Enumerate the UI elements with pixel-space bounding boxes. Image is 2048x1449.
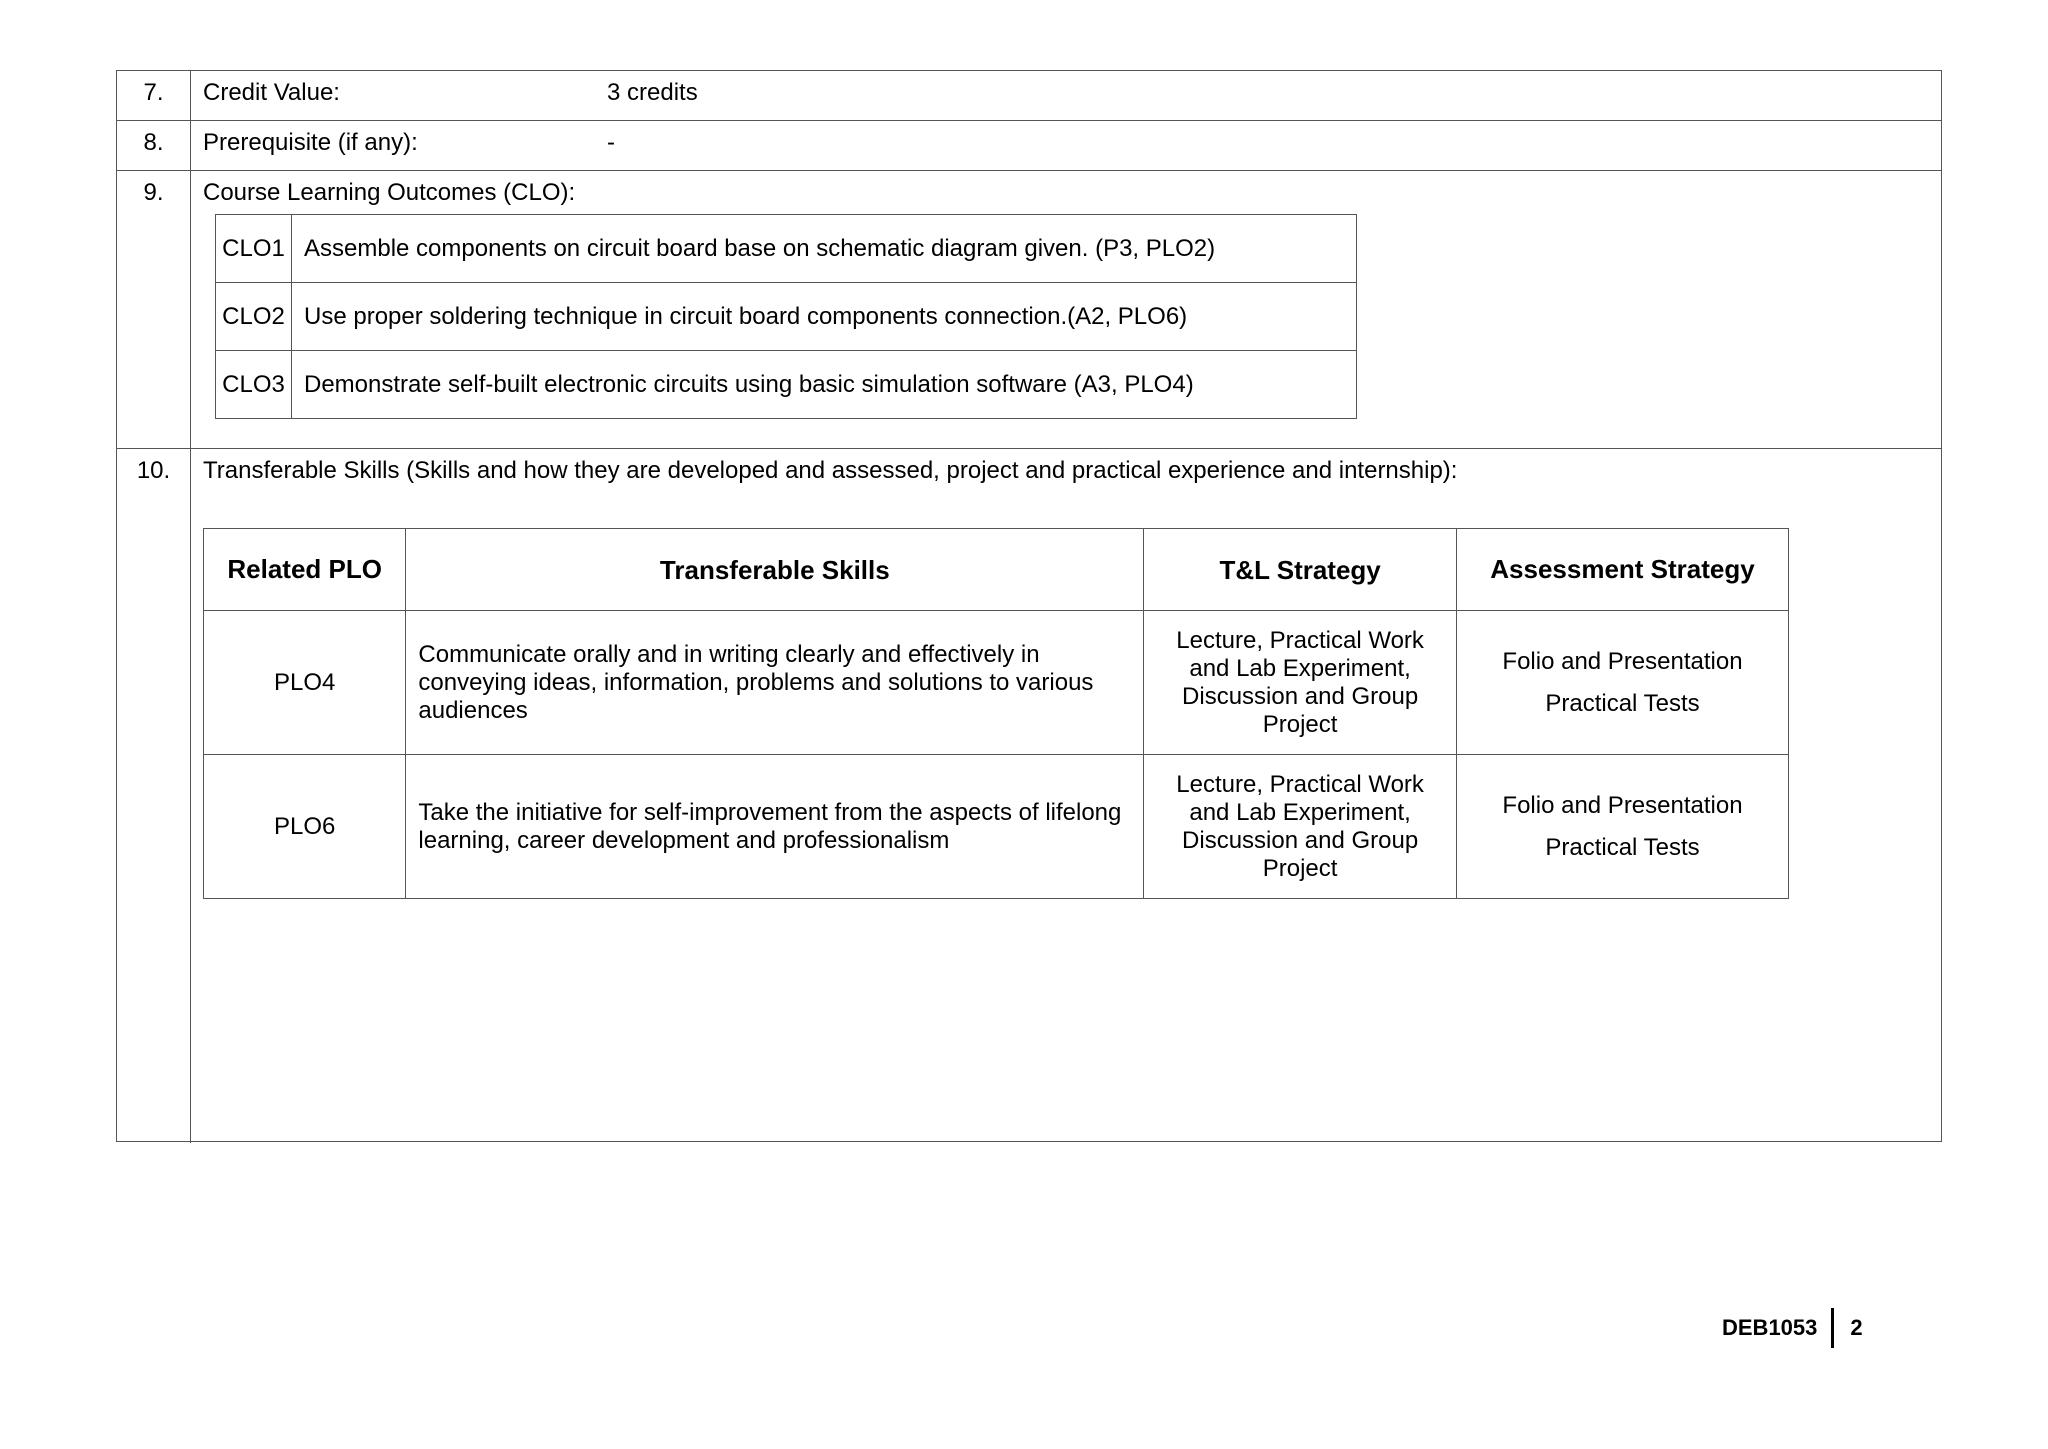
header-related-plo: Related PLO bbox=[204, 529, 406, 611]
row-transferable-skills bbox=[117, 449, 1941, 1143]
row-clo bbox=[117, 171, 1941, 449]
row-label: Transferable Skills (Skills and how they are developed and assessed, project and practical experience and internship): bbox=[203, 457, 1458, 484]
clo-row bbox=[216, 215, 1357, 283]
table-row bbox=[204, 755, 1789, 899]
strategy-cell bbox=[1144, 611, 1457, 755]
page-footer bbox=[1722, 1308, 1863, 1348]
assessment-item: Practical Tests bbox=[1545, 689, 1700, 717]
clo-row bbox=[216, 351, 1357, 419]
clo-code: CLO2 bbox=[216, 283, 292, 351]
clo-text: Assemble components on circuit board base on schematic diagram given. (P3, PLO2) bbox=[292, 215, 1357, 283]
strategy-cell bbox=[1144, 755, 1457, 899]
row-value: - bbox=[607, 129, 615, 156]
header-tl-strategy: T&L Strategy bbox=[1144, 529, 1457, 611]
row-label: Credit Value: bbox=[203, 79, 340, 106]
skill-cell: Communicate orally and in writing clearly and effectively in conveying ideas, information, problems and solutions to various audiences bbox=[406, 611, 1144, 755]
row-number: 7. bbox=[117, 71, 191, 120]
footer-divider bbox=[1831, 1308, 1834, 1348]
row-value: 3 credits bbox=[607, 79, 698, 106]
skill-cell: Take the initiative for self-improvement from the aspects of lifelong learning, career development and professionalism bbox=[406, 755, 1144, 899]
row-number: 8. bbox=[117, 121, 191, 170]
row-credit-value bbox=[117, 71, 1941, 121]
row-prerequisite bbox=[117, 121, 1941, 171]
assessment-item: Practical Tests bbox=[1545, 833, 1700, 861]
skills-table bbox=[203, 528, 1789, 899]
header-assessment-strategy: Assessment Strategy bbox=[1456, 529, 1788, 611]
plo-cell: PLO4 bbox=[204, 611, 406, 755]
clo-text: Demonstrate self-built electronic circuits using basic simulation software (A3, PLO4) bbox=[292, 351, 1357, 419]
clo-row bbox=[216, 283, 1357, 351]
skills-header-row bbox=[204, 529, 1789, 611]
strategy-text: Lecture, Practical Work and Lab Experiment, Discussion and Group Project bbox=[1176, 626, 1424, 738]
course-info-table bbox=[116, 70, 1942, 1142]
table-row bbox=[204, 611, 1789, 755]
course-code: DEB1053 bbox=[1722, 1315, 1818, 1340]
clo-code: CLO1 bbox=[216, 215, 292, 283]
page-number: 2 bbox=[1850, 1315, 1863, 1340]
assessment-cell bbox=[1456, 611, 1788, 755]
assessment-cell bbox=[1456, 755, 1788, 899]
clo-code: CLO3 bbox=[216, 351, 292, 419]
row-label: Prerequisite (if any): bbox=[203, 129, 418, 156]
clo-text: Use proper soldering technique in circuit board components connection.(A2, PLO6) bbox=[292, 283, 1357, 351]
assessment-item: Folio and Presentation bbox=[1502, 791, 1743, 819]
header-transferable-skills: Transferable Skills bbox=[406, 529, 1144, 611]
strategy-text: Lecture, Practical Work and Lab Experiment, Discussion and Group Project bbox=[1176, 770, 1424, 882]
assessment-item: Folio and Presentation bbox=[1502, 647, 1743, 675]
plo-cell: PLO6 bbox=[204, 755, 406, 899]
clo-table bbox=[215, 214, 1357, 419]
row-label: Course Learning Outcomes (CLO): bbox=[203, 179, 576, 206]
row-number: 9. bbox=[117, 171, 191, 448]
row-number: 10. bbox=[117, 449, 191, 1143]
